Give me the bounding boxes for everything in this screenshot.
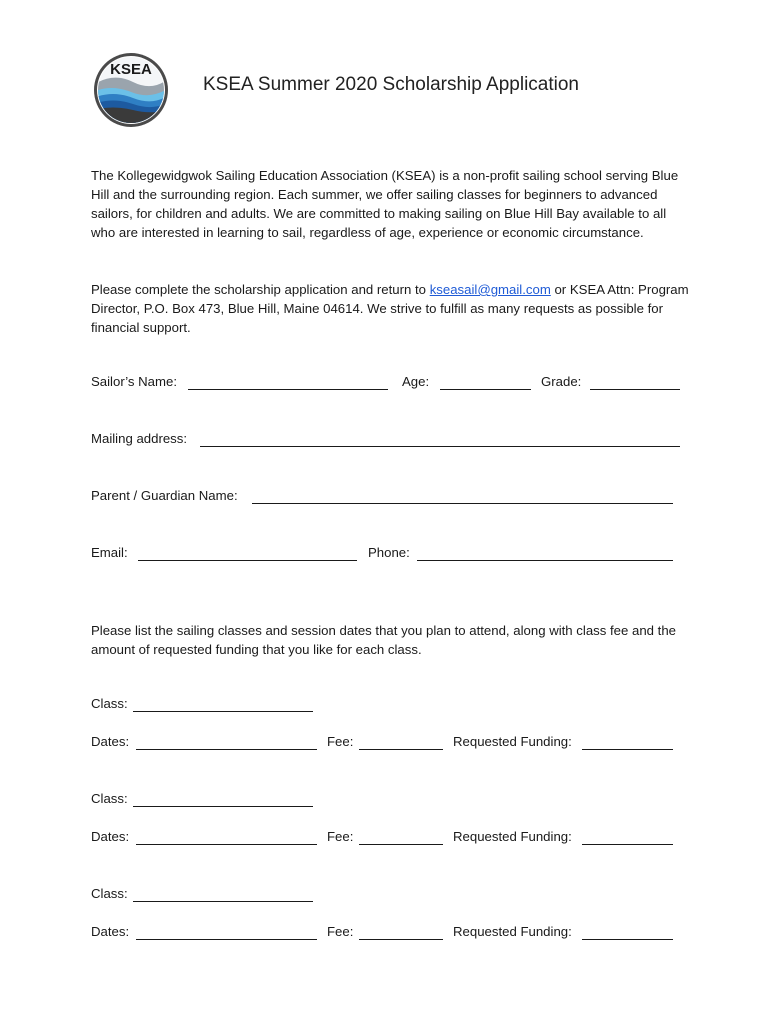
classes-instructions: Please list the sailing classes and session dates that you plan to attend, along with class fee and the amount of requested funding that you like for each class.	[91, 623, 677, 657]
email-link[interactable]: kseasail@gmail.com	[429, 282, 551, 297]
mailing-address-label: Mailing address:	[91, 431, 188, 446]
logo-text: KSEA	[110, 61, 152, 78]
class-field[interactable]	[133, 806, 313, 807]
ksea-logo	[93, 52, 169, 128]
email-label: Email:	[91, 545, 128, 560]
requested-funding-label: Requested Funding:	[453, 924, 572, 939]
class-label: Class:	[91, 696, 128, 711]
requested-funding-field[interactable]	[582, 749, 673, 750]
dates-field[interactable]	[136, 844, 317, 845]
dates-label: Dates:	[91, 829, 130, 844]
return-text-before: Please complete the scholarship application and return to	[91, 282, 430, 297]
dates-field[interactable]	[136, 939, 317, 940]
fee-label: Fee:	[327, 734, 354, 749]
dates-label: Dates:	[91, 734, 130, 749]
fee-label: Fee:	[327, 924, 354, 939]
class-field[interactable]	[133, 711, 313, 712]
class-field[interactable]	[133, 901, 313, 902]
grade-field[interactable]	[590, 389, 680, 390]
parent-guardian-label: Parent / Guardian Name:	[91, 488, 238, 503]
mailing-address-field[interactable]	[200, 446, 680, 447]
fee-label: Fee:	[327, 829, 354, 844]
fee-field[interactable]	[359, 749, 443, 750]
age-field[interactable]	[440, 389, 531, 390]
requested-funding-label: Requested Funding:	[453, 734, 572, 749]
phone-field[interactable]	[417, 560, 673, 561]
page-title: KSEA Summer 2020 Scholarship Application	[203, 74, 579, 95]
class-label: Class:	[91, 886, 128, 901]
requested-funding-label: Requested Funding:	[453, 829, 572, 844]
sailor-name-field[interactable]	[188, 389, 388, 390]
fee-field[interactable]	[359, 939, 443, 940]
parent-guardian-field[interactable]	[252, 503, 673, 504]
phone-label: Phone:	[368, 545, 410, 560]
return-text-after: or KSEA Attn: Program Director, P.O. Box 473, Blue Hill, Maine 04614. We strive to fulfill as many requests as possible for financial support.	[91, 282, 689, 335]
requested-funding-field[interactable]	[582, 844, 673, 845]
fee-field[interactable]	[359, 844, 443, 845]
age-label: Age:	[402, 374, 430, 389]
dates-field[interactable]	[136, 749, 317, 750]
return-instructions	[91, 280, 691, 337]
requested-funding-field[interactable]	[582, 939, 673, 940]
intro-paragraph: The Kollegewidgwok Sailing Education Association (KSEA) is a non-profit sailing school serving Blue Hill and the surrounding region. Each summer, we offer sailing classes for beginners to advanced sailors, for children and adults. We are committed to making sailing on Blue Hill Bay available to all who are interested in learning to sail, regardless of age, experience or economic circumstance.	[91, 168, 679, 240]
grade-label: Grade:	[541, 374, 582, 389]
class-label: Class:	[91, 791, 128, 806]
email-field[interactable]	[138, 560, 357, 561]
sailor-name-label: Sailor’s Name:	[91, 374, 177, 389]
dates-label: Dates:	[91, 924, 130, 939]
